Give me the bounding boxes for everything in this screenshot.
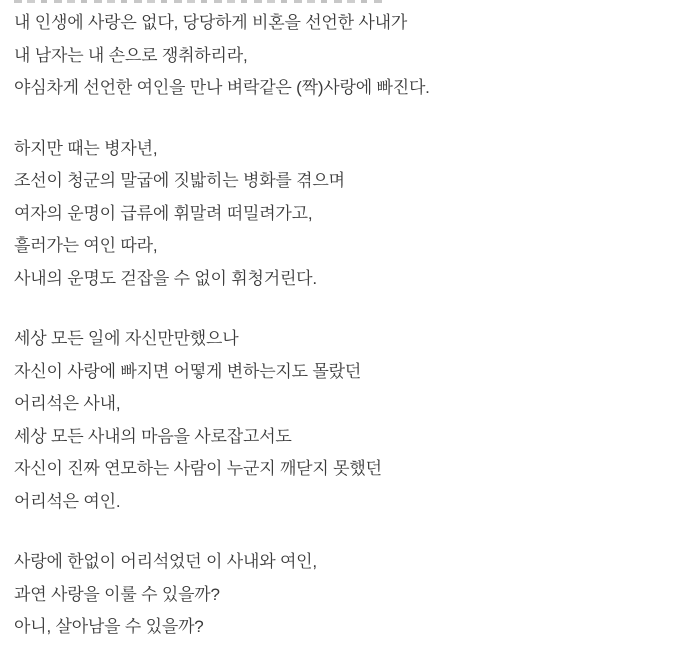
text-line: 하지만 때는 병자년, <box>14 138 158 158</box>
paragraph <box>14 133 686 296</box>
text-line: 조선이 청군의 말굽에 짓밟히는 병화를 겪으며 <box>14 171 345 190</box>
text-line: 자신이 사랑에 빠지면 어떻게 변하는지도 몰랐던 <box>14 361 362 381</box>
paragraph <box>14 546 686 644</box>
text-line: 세상 모든 사내의 마음을 사로잡고서도 <box>14 426 292 446</box>
text-line: 어리석은 여인. <box>14 491 121 511</box>
text-line: 야심차게 선언한 여인을 만나 벼락같은 (짝)사랑에 빠진다. <box>14 78 430 97</box>
text-line: 세상 모든 일에 자신만만했으나 <box>14 329 239 348</box>
text-line: 내 남자는 내 손으로 쟁취하리라, <box>14 45 248 65</box>
text-line: 흘러가는 여인 따라, <box>14 236 158 255</box>
paragraph <box>14 323 686 518</box>
synopsis-text-block <box>14 7 686 644</box>
paragraph <box>14 7 686 105</box>
cropped-line-remnant <box>14 0 384 3</box>
text-line: 어리석은 사내, <box>14 394 121 413</box>
text-line: 아니, 살아남을 수 있을까? <box>14 617 204 636</box>
text-line: 사랑에 한없이 어리석었던 이 사내와 여인, <box>14 552 317 571</box>
text-line: 내 인생에 사랑은 없다, 당당하게 비혼을 선언한 사내가 <box>14 13 408 32</box>
text-line: 여자의 운명이 급류에 휘말려 떠밀려가고, <box>14 203 313 223</box>
text-line: 사내의 운명도 걷잡을 수 없이 휘청거린다. <box>14 268 317 288</box>
text-line: 과연 사랑을 이룰 수 있을까? <box>14 584 220 604</box>
text-line: 자신이 진짜 연모하는 사람이 누군지 깨닫지 못했던 <box>14 459 382 478</box>
